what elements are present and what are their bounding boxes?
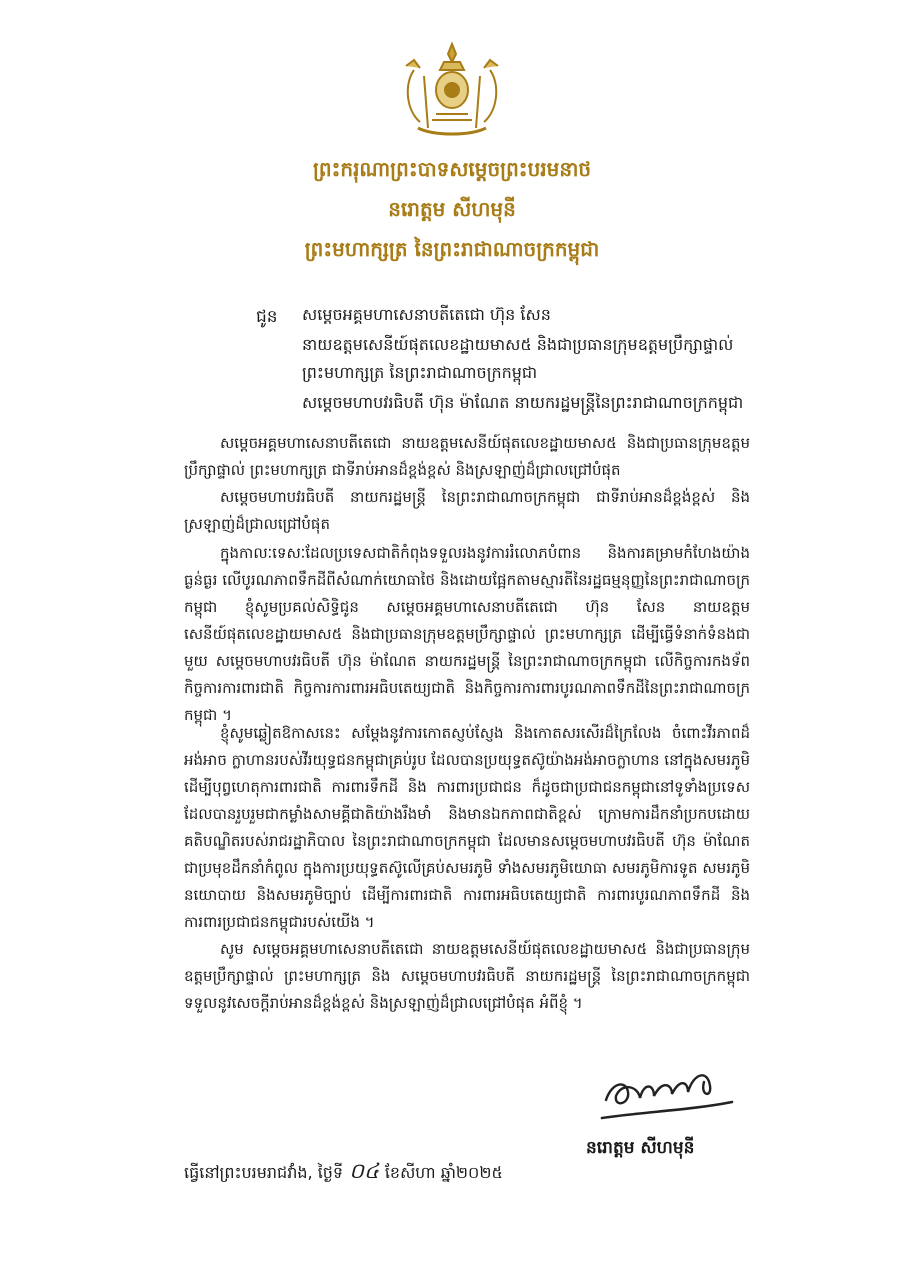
recipient-label: ជូន [256, 307, 278, 327]
recipient-line-1: សម្តេចអគ្គមហាសេនាបតីតេជោ ហ៊ុន សែន [302, 305, 551, 324]
date-place-label: ធ្វើនៅព្រះបរមរាជវាំង, ថ្ងៃទី [184, 1163, 344, 1182]
signer-name: នរោត្តម សីហមុនី [586, 1138, 695, 1158]
recipient-line-4: សម្តេចមហាបវរធិបតី ហ៊ុន ម៉ាណែត នាយករដ្ឋមន្ត្រីនៃព្រះរាជាណាចក្រកម្ពុជា [302, 393, 744, 412]
king-title-line: ព្រះករុណាព្រះបាទសម្តេចព្រះបរមនាថ [312, 157, 592, 181]
place-and-date [184, 1158, 503, 1189]
date-day: ០៤ [349, 1159, 379, 1183]
body-paragraph-gratitude: ខ្ញុំសូមឆ្លៀតឱកាសនេះ សម្តែងនូវការកោតស្ញប់ស្ញែង និងកោតសរសើរដ៏ក្រៃលែង ចំពោះវីរភាពដ៏អង់អាច ក្លាហានរបស់វីរយុទ្ធជនកម្ពុជាគ្រប់រូប ដែលបានប្រយុទ្ធតស៊ូយ៉ាងអង់អាចក្លាហាន នៅក្នុងសមរភូមិ ដើម្បីបុព្វហេតុការពារជាតិ ការពារទឹកដី និង ការពារប្រជាជន ក៏ដូចជាប្រជាជនកម្ពុជានៅទូទាំងប្រទេស ដែលបានរួបរួមជាកម្លាំងសាមគ្គីជាតិយ៉ាងរឹងមាំ និងមានឯកភាពជាតិខ្ពស់ ក្រោមការដឹកនាំប្រកបដោយគតិបណ្ឌិតរបស់រាជរដ្ឋាភិបាល នៃព្រះរាជាណាចក្រកម្ពុជា ដែលមានសម្តេចមហាបវរធិបតី ហ៊ុន ម៉ាណែត ជាប្រមុខដឹកនាំកំពូល ក្នុងការប្រយុទ្ធតស៊ូលើគ្រប់សមរភូមិ ទាំងសមរភូមិយោធា សមរភូមិការទូត សមរភូមិនយោបាយ និងសមរភូមិច្បាប់ ដើម្បីការពារជាតិ ការពារអធិបតេយ្យជាតិ ការពារបូរណភាពទឹកដី និងការពារប្រជាជនកម្ពុជារបស់យើង ។ [184, 724, 750, 931]
king-name: នរោត្តម សីហមុនី [388, 197, 516, 221]
king-position: ព្រះមហាក្សត្រ នៃព្រះរាជាណាចក្រកម្ពុជា [304, 237, 600, 261]
salutation-paragraph-2: សម្តេចមហាបវរធិបតី នាយករដ្ឋមន្ត្រី នៃព្រះរាជាណាចក្រកម្ពុជា ជាទីរាប់អានដ៏ខ្ពង់ខ្ពស់ និងស្រឡាញ់ដ៏ជ្រាលជ្រៅបំផុត [184, 488, 750, 533]
royal-coat-of-arms-icon [384, 40, 520, 136]
recipient-line-2: នាយឧត្តមសេនីយ៍ផុតលេខដ្ឋាយមាស៥ និងជាប្រធានក្រុមឧត្តមប្រឹក្សាផ្ទាល់ [302, 335, 734, 354]
date-month-year: ខែសីហា ឆ្នាំ២០២៥ [384, 1163, 503, 1182]
body-paragraph-authority: ក្នុងកាលៈទេសៈដែលប្រទេសជាតិកំពុងទទួលរងនូវការរំលោភបំពាន និងការគម្រាមកំហែងយ៉ាងធ្ងន់ធ្ងរ លើបូរណភាពទឹកដីពីសំណាក់យោធាថៃ និងដោយផ្អែកតាមស្មារតីនៃរដ្ឋធម្មនុញ្ញនៃព្រះរាជាណាចក្រកម្ពុជា ខ្ញុំសូមប្រគល់សិទ្ធិជូន សម្តេចអគ្គមហាសេនាបតីតេជោ ហ៊ុន សែន នាយឧត្តមសេនីយ៍ផុតលេខដ្ឋាយមាស៥ និងជាប្រធានក្រុមឧត្តមប្រឹក្សាផ្ទាល់ ព្រះមហាក្សត្រ ដើម្បីធ្វើទំនាក់ទំនងជាមួយ សម្តេចមហាបវរធិបតី ហ៊ុន ម៉ាណែត នាយករដ្ឋមន្ត្រី នៃព្រះរាជាណាចក្រកម្ពុជា លើកិច្ចការកងទ័ព កិច្ចការការពារជាតិ កិច្ចការការពារអធិបតេយ្យជាតិ និងកិច្ចការការពារបូរណភាពទឹកដីនៃព្រះរាជាណាចក្រកម្ពុជា ។ [184, 544, 750, 724]
closing-paragraph: សូម សម្តេចអគ្គមហាសេនាបតីតេជោ នាយឧត្តមសេនីយ៍ផុតលេខដ្ឋាយមាស៥ និងជាប្រធានក្រុមឧត្តមប្រឹក្សាផ្ទាល់ ព្រះមហាក្សត្រ និង សម្តេចមហាបវរធិបតី នាយករដ្ឋមន្ត្រី នៃព្រះរាជាណាចក្រកម្ពុជា ទទួលនូវសេចក្តីរាប់អានដ៏ខ្ពង់ខ្ពស់ និងស្រឡាញ់ដ៏ជ្រាលជ្រៅបំផុត អំពីខ្ញុំ ។ [184, 940, 750, 1012]
salutation-paragraph-1: សម្តេចអគ្គមហាសេនាបតីតេជោ នាយឧត្តមសេនីយ៍ផុតលេខដ្ឋាយមាស៥ និងជាប្រធានក្រុមឧត្តមប្រឹក្សាផ្ទាល់ ព្រះមហាក្សត្រ ជាទីរាប់អានដ៏ខ្ពង់ខ្ពស់ និងស្រឡាញ់ដ៏ជ្រាលជ្រៅបំផុត [184, 434, 750, 479]
recipient-line-3: ព្រះមហាក្សត្រ នៃព្រះរាជាណាចក្រកម្ពុជា [302, 363, 538, 382]
handwritten-signature [592, 1052, 742, 1128]
